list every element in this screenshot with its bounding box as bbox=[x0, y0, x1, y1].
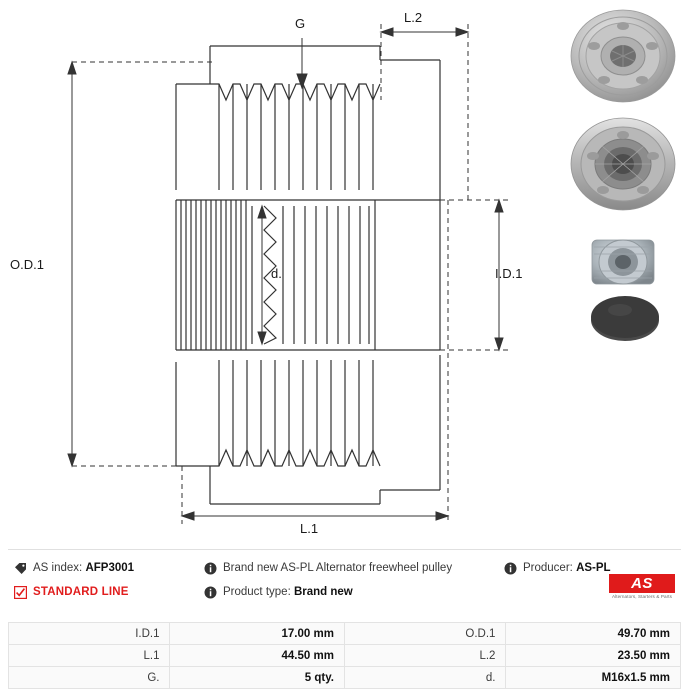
logo-subtitle: Alternators, Starters & Parts bbox=[611, 594, 673, 599]
description bbox=[204, 562, 504, 575]
spec-value: 23.50 mm bbox=[506, 645, 681, 667]
thumbnail-2 bbox=[571, 118, 675, 210]
spec-value: 44.50 mm bbox=[170, 645, 344, 667]
table-row bbox=[9, 623, 681, 645]
spec-key: I.D.1 bbox=[9, 623, 170, 645]
info-row-1 bbox=[14, 556, 675, 580]
dim-label-g: G bbox=[295, 16, 306, 31]
dim-label-l2: L.2 bbox=[404, 10, 423, 25]
description-text: Brand new AS-PL Alternator freewheel pulley bbox=[223, 562, 453, 574]
product-info bbox=[0, 548, 689, 620]
dim-label-od1: O.D.1 bbox=[10, 257, 44, 272]
as-index-value: AFP3001 bbox=[85, 562, 135, 574]
product-type-label: Product type: bbox=[223, 586, 291, 598]
spec-key: O.D.1 bbox=[344, 623, 506, 645]
table-row bbox=[9, 645, 681, 667]
spec-key: d. bbox=[344, 667, 506, 689]
spec-key: L.1 bbox=[9, 645, 170, 667]
thumbnail-3 bbox=[592, 240, 654, 284]
producer bbox=[504, 562, 675, 575]
as-pl-logo bbox=[609, 574, 675, 599]
thumbnail-1 bbox=[571, 10, 675, 102]
info-icon bbox=[204, 562, 217, 575]
spec-value: 17.00 mm bbox=[170, 623, 344, 645]
checkbox-icon bbox=[14, 586, 27, 599]
dim-label-id1: I.D.1 bbox=[495, 266, 523, 281]
standard-line-label: STANDARD LINE bbox=[33, 586, 129, 598]
info-row-2 bbox=[14, 580, 675, 604]
table-row bbox=[9, 667, 681, 689]
tag-icon bbox=[14, 562, 27, 575]
producer-label: Producer: bbox=[523, 562, 573, 574]
dim-label-d: d. bbox=[271, 266, 282, 281]
info-icon bbox=[504, 562, 517, 575]
spec-key: G. bbox=[9, 667, 170, 689]
product-type-value: Brand new bbox=[293, 586, 353, 598]
thumbnails-svg bbox=[560, 0, 689, 548]
as-index-label: AS index: bbox=[33, 562, 83, 574]
specification-table bbox=[8, 622, 681, 689]
thumbnail-4 bbox=[591, 296, 659, 341]
product-photo-thumbnails bbox=[560, 0, 689, 548]
as-index bbox=[14, 562, 204, 575]
dim-label-l1: L.1 bbox=[300, 521, 319, 536]
product-type bbox=[204, 586, 504, 599]
spec-value: 5 qty. bbox=[170, 667, 344, 689]
producer-value: AS-PL bbox=[576, 562, 611, 574]
spec-value: 49.70 mm bbox=[506, 623, 681, 645]
logo-text: AS bbox=[609, 574, 675, 593]
spec-key: L.2 bbox=[344, 645, 506, 667]
info-icon bbox=[204, 586, 217, 599]
spec-value: M16x1.5 mm bbox=[506, 667, 681, 689]
standard-line-badge bbox=[14, 586, 204, 599]
